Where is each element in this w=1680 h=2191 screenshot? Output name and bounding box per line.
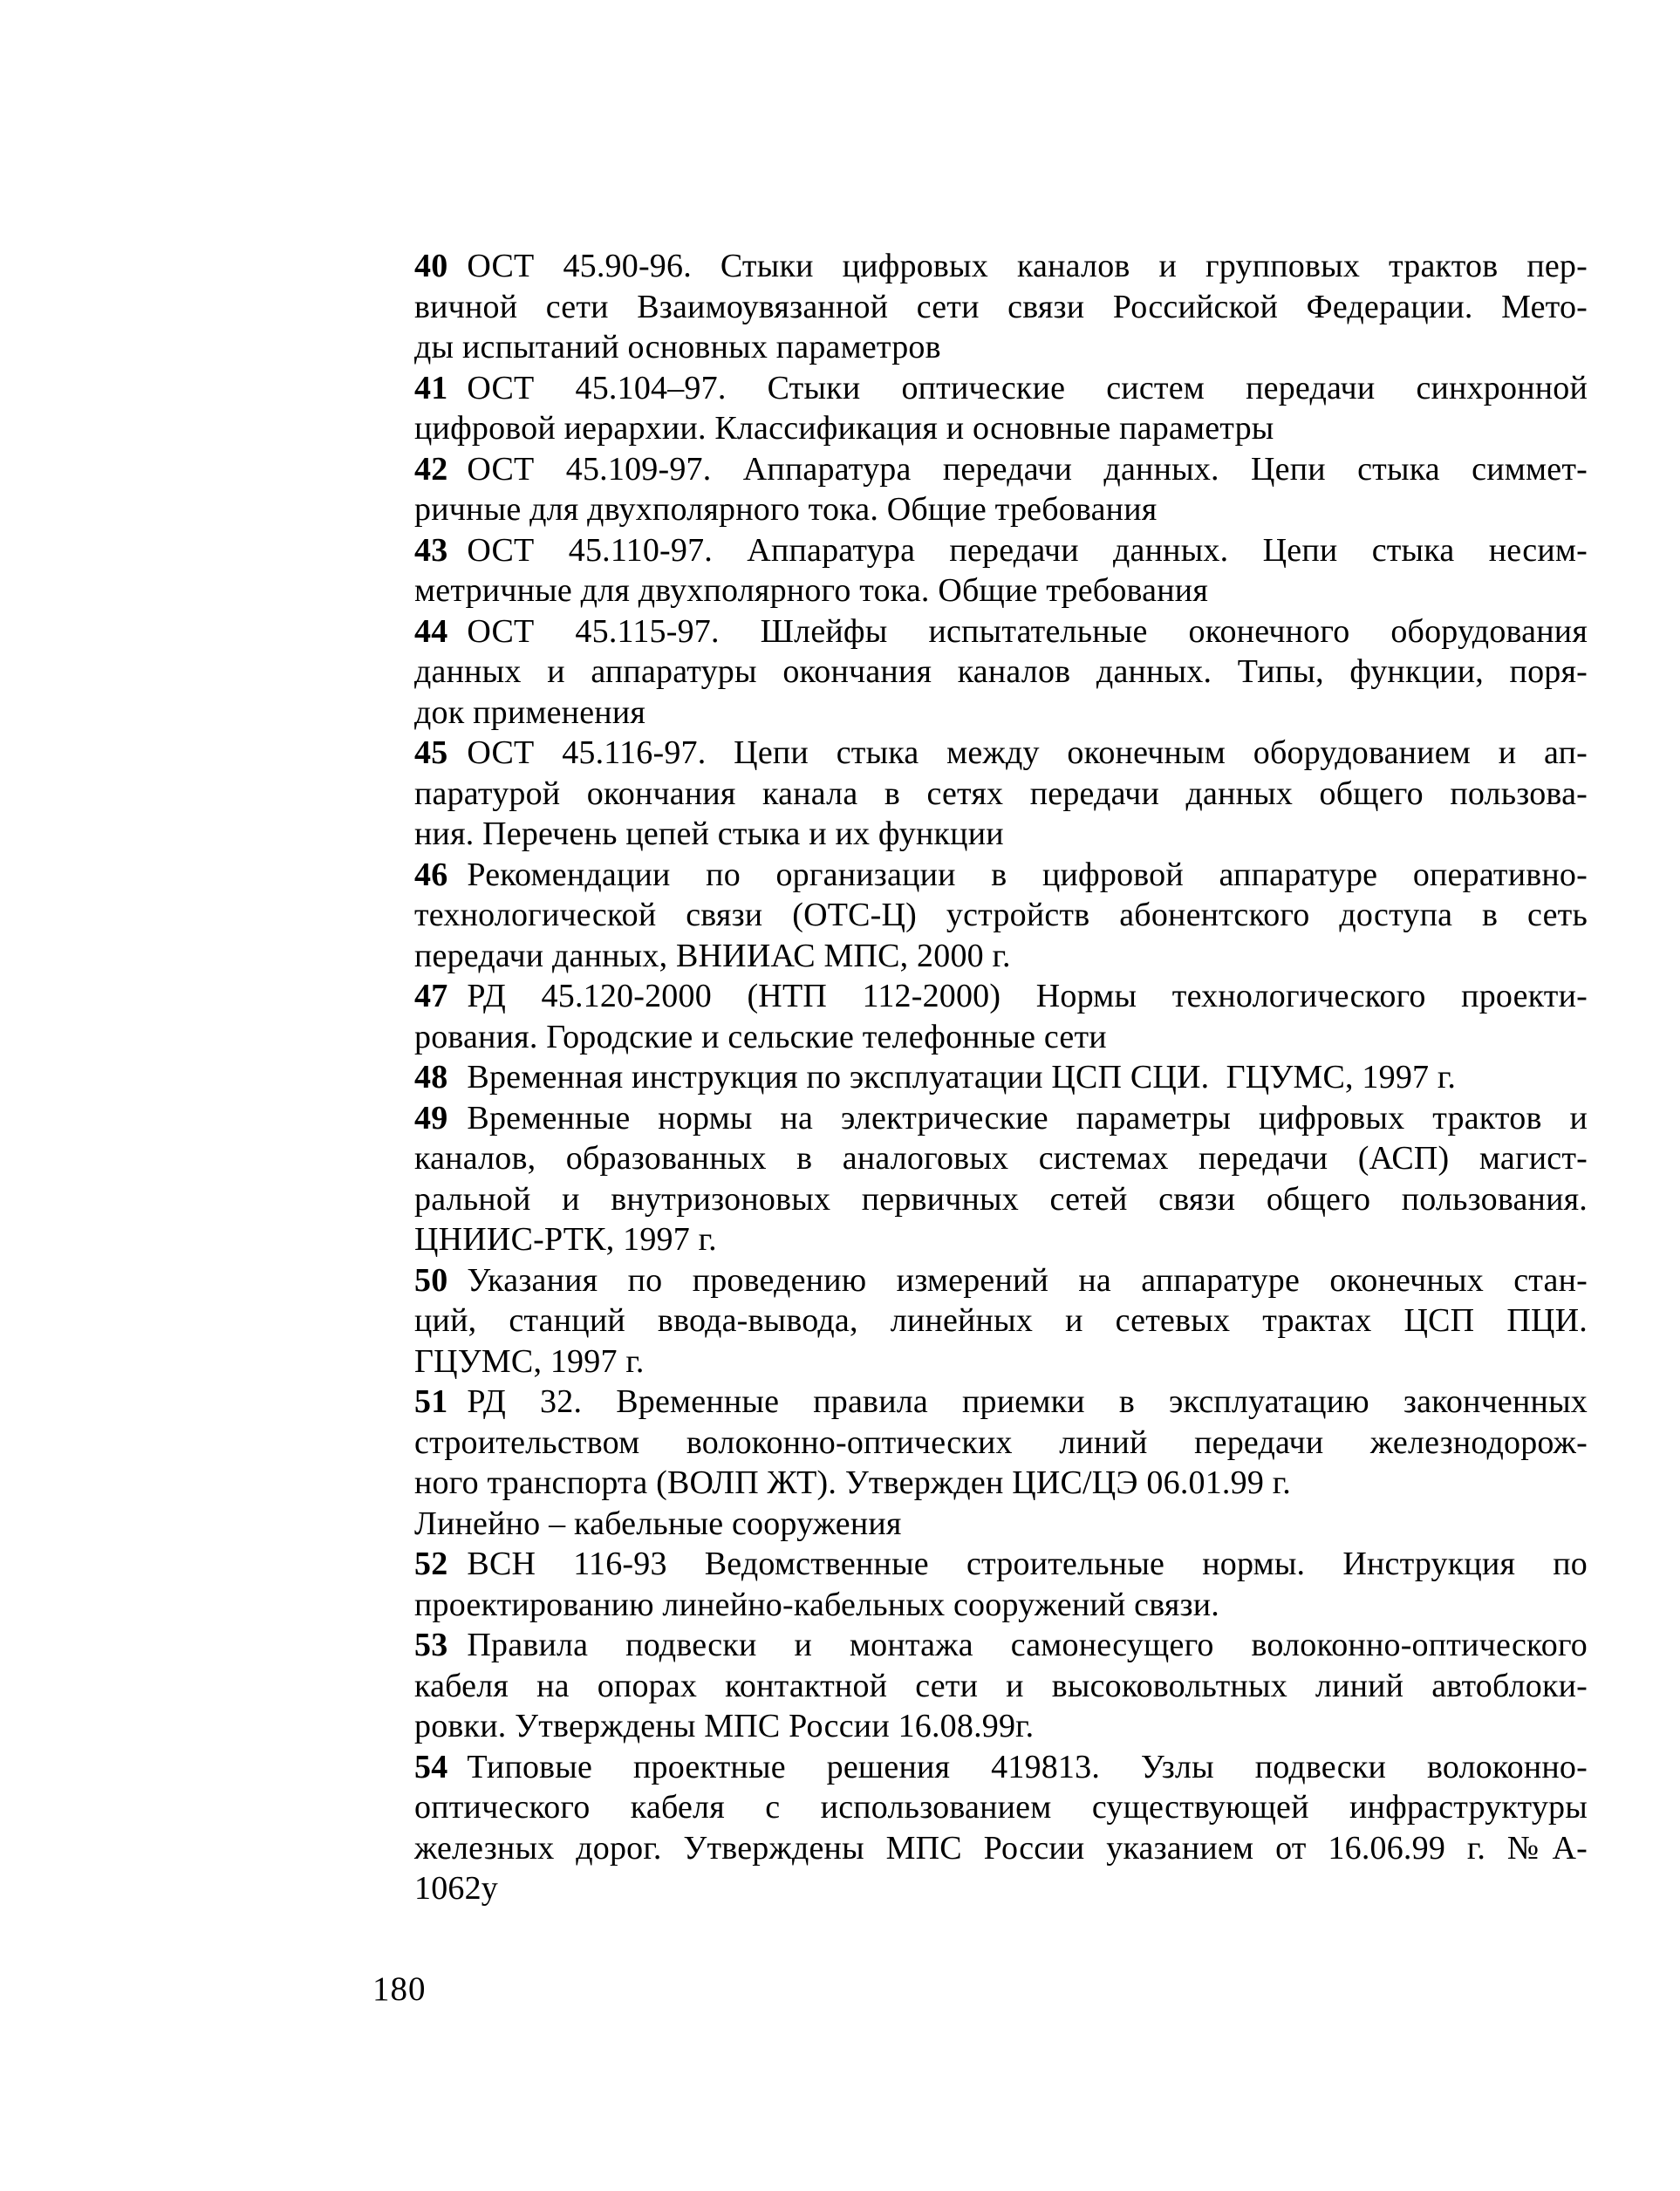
text-line: ральной и внутризоновых первичных сетей связи общего пользования. <box>414 1180 1588 1218</box>
text-line: 46 Рекомендации по организации в цифровой аппаратуре оперативно- <box>414 856 1588 893</box>
item-number: 54 <box>414 1748 448 1785</box>
text-line: ровки. Утверждены МПС России 16.08.99г. <box>414 1708 1035 1744</box>
text-line: цифровой иерархии. Классификация и основные параметры <box>414 410 1274 447</box>
list-item <box>414 1747 1588 1909</box>
text-line: каналов, образованных в аналоговых системах передачи (АСП) магист- <box>414 1140 1588 1177</box>
list-item <box>414 1625 1588 1747</box>
text-line: 49 Временные нормы на электрические параметры цифровых трактов и <box>414 1099 1588 1136</box>
text-line: 41 ОСТ 45.104–97. Стыки оптические систем передачи синхронной <box>414 369 1588 406</box>
list-item <box>414 1544 1588 1625</box>
item-number: 52 <box>414 1546 448 1582</box>
item-number: 48 <box>414 1059 448 1096</box>
text-line: ды испытаний основных параметров <box>414 329 941 365</box>
list-item <box>414 246 1588 368</box>
list-item <box>414 976 1588 1057</box>
text-line: 52 ВСН 116-93 Ведомственные строительные нормы. Инструкция по <box>414 1546 1588 1582</box>
item-number: 53 <box>414 1627 448 1663</box>
text-line: ния. Перечень цепей стыка и их функции <box>414 816 1004 852</box>
text-line: 43 ОСТ 45.110-97. Аппаратура передачи данных. Цепи стыка несим- <box>414 531 1588 569</box>
text-line: ций, станций ввода-вывода, линейных и сетевых трактах ЦСП ПЦИ. <box>414 1302 1588 1339</box>
list-item <box>414 530 1588 611</box>
text-line: ного транспорта (ВОЛП ЖТ). Утвержден ЦИС/ЦЭ 06.01.99 г. <box>414 1464 1291 1501</box>
text-line: метричные для двухполярного тока. Общие требования <box>414 572 1208 609</box>
text-line: 54 Типовые проектные решения 419813. Узлы подвески волоконно- <box>414 1748 1588 1785</box>
list-item <box>414 1057 1588 1098</box>
text-line: ричные для двухполярного тока. Общие требования <box>414 491 1158 528</box>
list-item <box>414 1382 1588 1504</box>
text-line: 50 Указания по проведению измерений на аппаратуре оконечных стан- <box>414 1261 1588 1299</box>
text-line: передачи данных, ВНИИАС МПС, 2000 г. <box>414 937 1011 974</box>
text-line: железных дорог. Утверждены МПС России указанием от 16.06.99 г. №А- <box>414 1829 1588 1867</box>
text-line: 1062у <box>414 1870 498 1907</box>
text-line: данных и аппаратуры окончания каналов данных. Типы, функции, поря- <box>414 653 1588 690</box>
text-line: рования. Городские и сельские телефонные сети <box>414 1018 1107 1055</box>
item-number: 49 <box>414 1099 448 1136</box>
text-line: 40 ОСТ 45.90-96. Стыки цифровых каналов и групповых трактов пер- <box>414 248 1588 284</box>
list-item <box>414 855 1588 977</box>
item-number: 46 <box>414 856 448 893</box>
text-line: вичной сети Взаимоувязанной сети связи Российской Федерации. Мето- <box>414 288 1588 325</box>
page-number: 180 <box>372 1970 427 2008</box>
text-line: 53 Правила подвески и монтажа самонесущего волоконно-оптического <box>414 1627 1588 1663</box>
item-number: 40 <box>414 248 448 284</box>
list-item <box>414 1260 1588 1382</box>
list-item <box>414 733 1588 855</box>
item-number: 47 <box>414 978 448 1014</box>
text-line: ГЦУМС, 1997 г. <box>414 1342 645 1380</box>
text-line: 42 ОСТ 45.109-97. Аппаратура передачи данных. Цепи стыка симмет- <box>414 450 1588 488</box>
list-item <box>414 449 1588 530</box>
text-line: 44 ОСТ 45.115-97. Шлейфы испытательные оконечного оборудования <box>414 612 1588 650</box>
text-line: док применения <box>414 693 646 731</box>
text-line: оптического кабеля с использованием существующей инфраструктуры <box>414 1789 1588 1826</box>
text-line: ЦНИИС-РТК, 1997 г. <box>414 1221 717 1258</box>
item-number: 42 <box>414 450 448 488</box>
item-number: 44 <box>414 612 448 650</box>
text-line: технологической связи (ОТС-Ц) устройств абонентского доступа в сеть <box>414 897 1588 933</box>
item-number: 43 <box>414 531 448 569</box>
item-number: 51 <box>414 1383 448 1420</box>
text-line: 51 РД 32. Временные правила приемки в эксплуатацию законченных <box>414 1383 1588 1420</box>
text-line: 47 РД 45.120-2000 (НТП 112-2000) Нормы технологического проекти- <box>414 978 1588 1014</box>
reference-list <box>414 246 1588 1909</box>
item-number: 45 <box>414 734 448 771</box>
text-line: проектированию линейно-кабельных сооружений связи. <box>414 1586 1220 1623</box>
text-line: 48 Временная инструкция по эксплуатации ЦСП СЦИ. ГЦУМС, 1997 г. <box>414 1059 1457 1096</box>
text-line: 45 ОСТ 45.116-97. Цепи стыка между оконечным оборудованием и ап- <box>414 734 1588 771</box>
list-item <box>414 368 1588 449</box>
text-line: кабеля на опорах контактной сети и высоковольтных линий автоблоки- <box>414 1667 1588 1704</box>
item-number: 41 <box>414 369 448 406</box>
text-line: строительством волоконно-оптических линий передачи железнодорож- <box>414 1423 1588 1461</box>
list-item <box>414 1098 1588 1260</box>
section-heading <box>414 1504 1588 1545</box>
text-line: паратурой окончания канала в сетях передачи данных общего пользова- <box>414 775 1588 812</box>
list-item <box>414 611 1588 734</box>
text-line: Линейно – кабельные сооружения <box>414 1505 902 1542</box>
item-number: 50 <box>414 1261 448 1299</box>
